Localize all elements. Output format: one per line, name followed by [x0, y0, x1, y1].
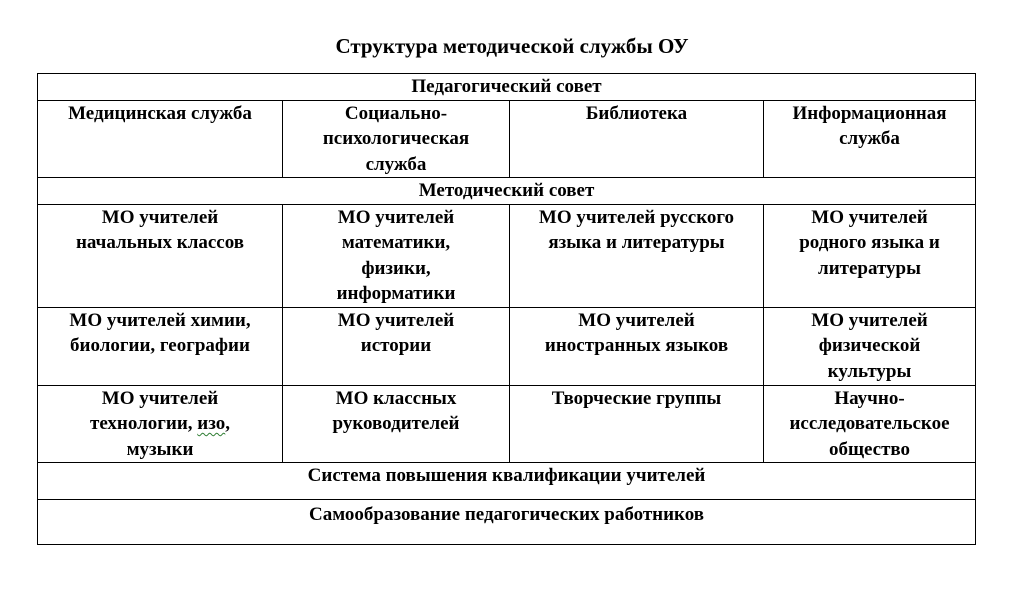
library-cell: Библиотека: [510, 100, 764, 178]
research-society-cell: [764, 385, 976, 463]
mo-foreign-cell: [510, 307, 764, 385]
cell-line: руководителей: [332, 413, 460, 434]
mo-primary-cell: [38, 204, 283, 307]
mo-tech-cell: [38, 385, 283, 463]
mo-history-cell: [283, 307, 510, 385]
cell-line: МО учителей: [101, 387, 219, 409]
mo-pe-cell: [764, 307, 976, 385]
cell-line: математики,: [341, 232, 451, 253]
table-row: [38, 178, 976, 205]
cell-line: родного языка и: [799, 232, 940, 253]
methodical-service-structure-table: [37, 73, 976, 545]
self-education-cell: Самообразование педагогических работников: [38, 500, 976, 545]
cell-line: Научно-: [834, 387, 905, 409]
cell-line: истории: [360, 335, 432, 356]
cell-line: МО учителей: [101, 206, 219, 228]
pedagogical-council-cell: Педагогический совет: [38, 74, 976, 101]
cell-line: исследовательское: [789, 413, 950, 434]
cell-line: МО учителей: [578, 309, 695, 331]
table-row: [38, 307, 976, 385]
cell-line: [44, 411, 276, 437]
table-row: [38, 204, 976, 307]
cell-line: МО учителей: [337, 309, 455, 331]
cell-line: МО учителей: [811, 309, 928, 331]
cell-line: общество: [828, 438, 911, 460]
cell-line: служба: [365, 153, 427, 175]
mo-chem-cell: [38, 307, 283, 385]
cell-line: иностранных языков: [544, 335, 729, 356]
cell-line: биологии, географии: [70, 335, 250, 356]
cell-line: служба: [839, 128, 900, 149]
cell-line: МО учителей русского: [538, 206, 735, 228]
cell-line: психологическая: [322, 128, 470, 149]
cell-line: информатики: [336, 283, 456, 304]
cell-line: МО учителей: [811, 206, 928, 228]
qualification-system-cell: Система повышения квалификации учителей: [38, 463, 976, 500]
information-service-cell: [764, 100, 976, 178]
cell-line: МО классных: [335, 387, 457, 409]
cell-line: музыки: [126, 438, 194, 460]
cell-line: литературы: [818, 257, 921, 279]
creative-groups-cell: Творческие группы: [510, 385, 764, 463]
cell-line: МО учителей: [337, 206, 455, 228]
table-row: [38, 463, 976, 500]
mo-math-cell: [283, 204, 510, 307]
table-row: [38, 385, 976, 463]
cell-line: физической: [818, 335, 921, 356]
table-row: [38, 100, 976, 178]
cell-line: языка и литературы: [548, 232, 725, 253]
table-row: [38, 500, 976, 545]
tech-text: технологии,: [90, 413, 198, 434]
cell-line: начальных классов: [75, 232, 245, 253]
spellcheck-underlined-word: изо: [197, 413, 226, 434]
cell-line: МО учителей химии,: [69, 309, 251, 331]
cell-line: Информационная: [792, 102, 947, 124]
medical-service-cell: Медицинская служба: [38, 100, 283, 178]
cell-line: культуры: [827, 360, 912, 382]
social-psych-service-cell: [283, 100, 510, 178]
table-row: [38, 74, 976, 101]
tech-comma: ,: [225, 413, 230, 434]
cell-line: физики,: [361, 257, 431, 279]
mo-native-cell: [764, 204, 976, 307]
mo-class-leaders-cell: [283, 385, 510, 463]
methodical-council-cell: Методический совет: [38, 178, 976, 205]
mo-russian-cell: [510, 204, 764, 307]
cell-line: Социально-: [344, 102, 448, 124]
page-title: Структура методической службы ОУ: [335, 34, 689, 58]
